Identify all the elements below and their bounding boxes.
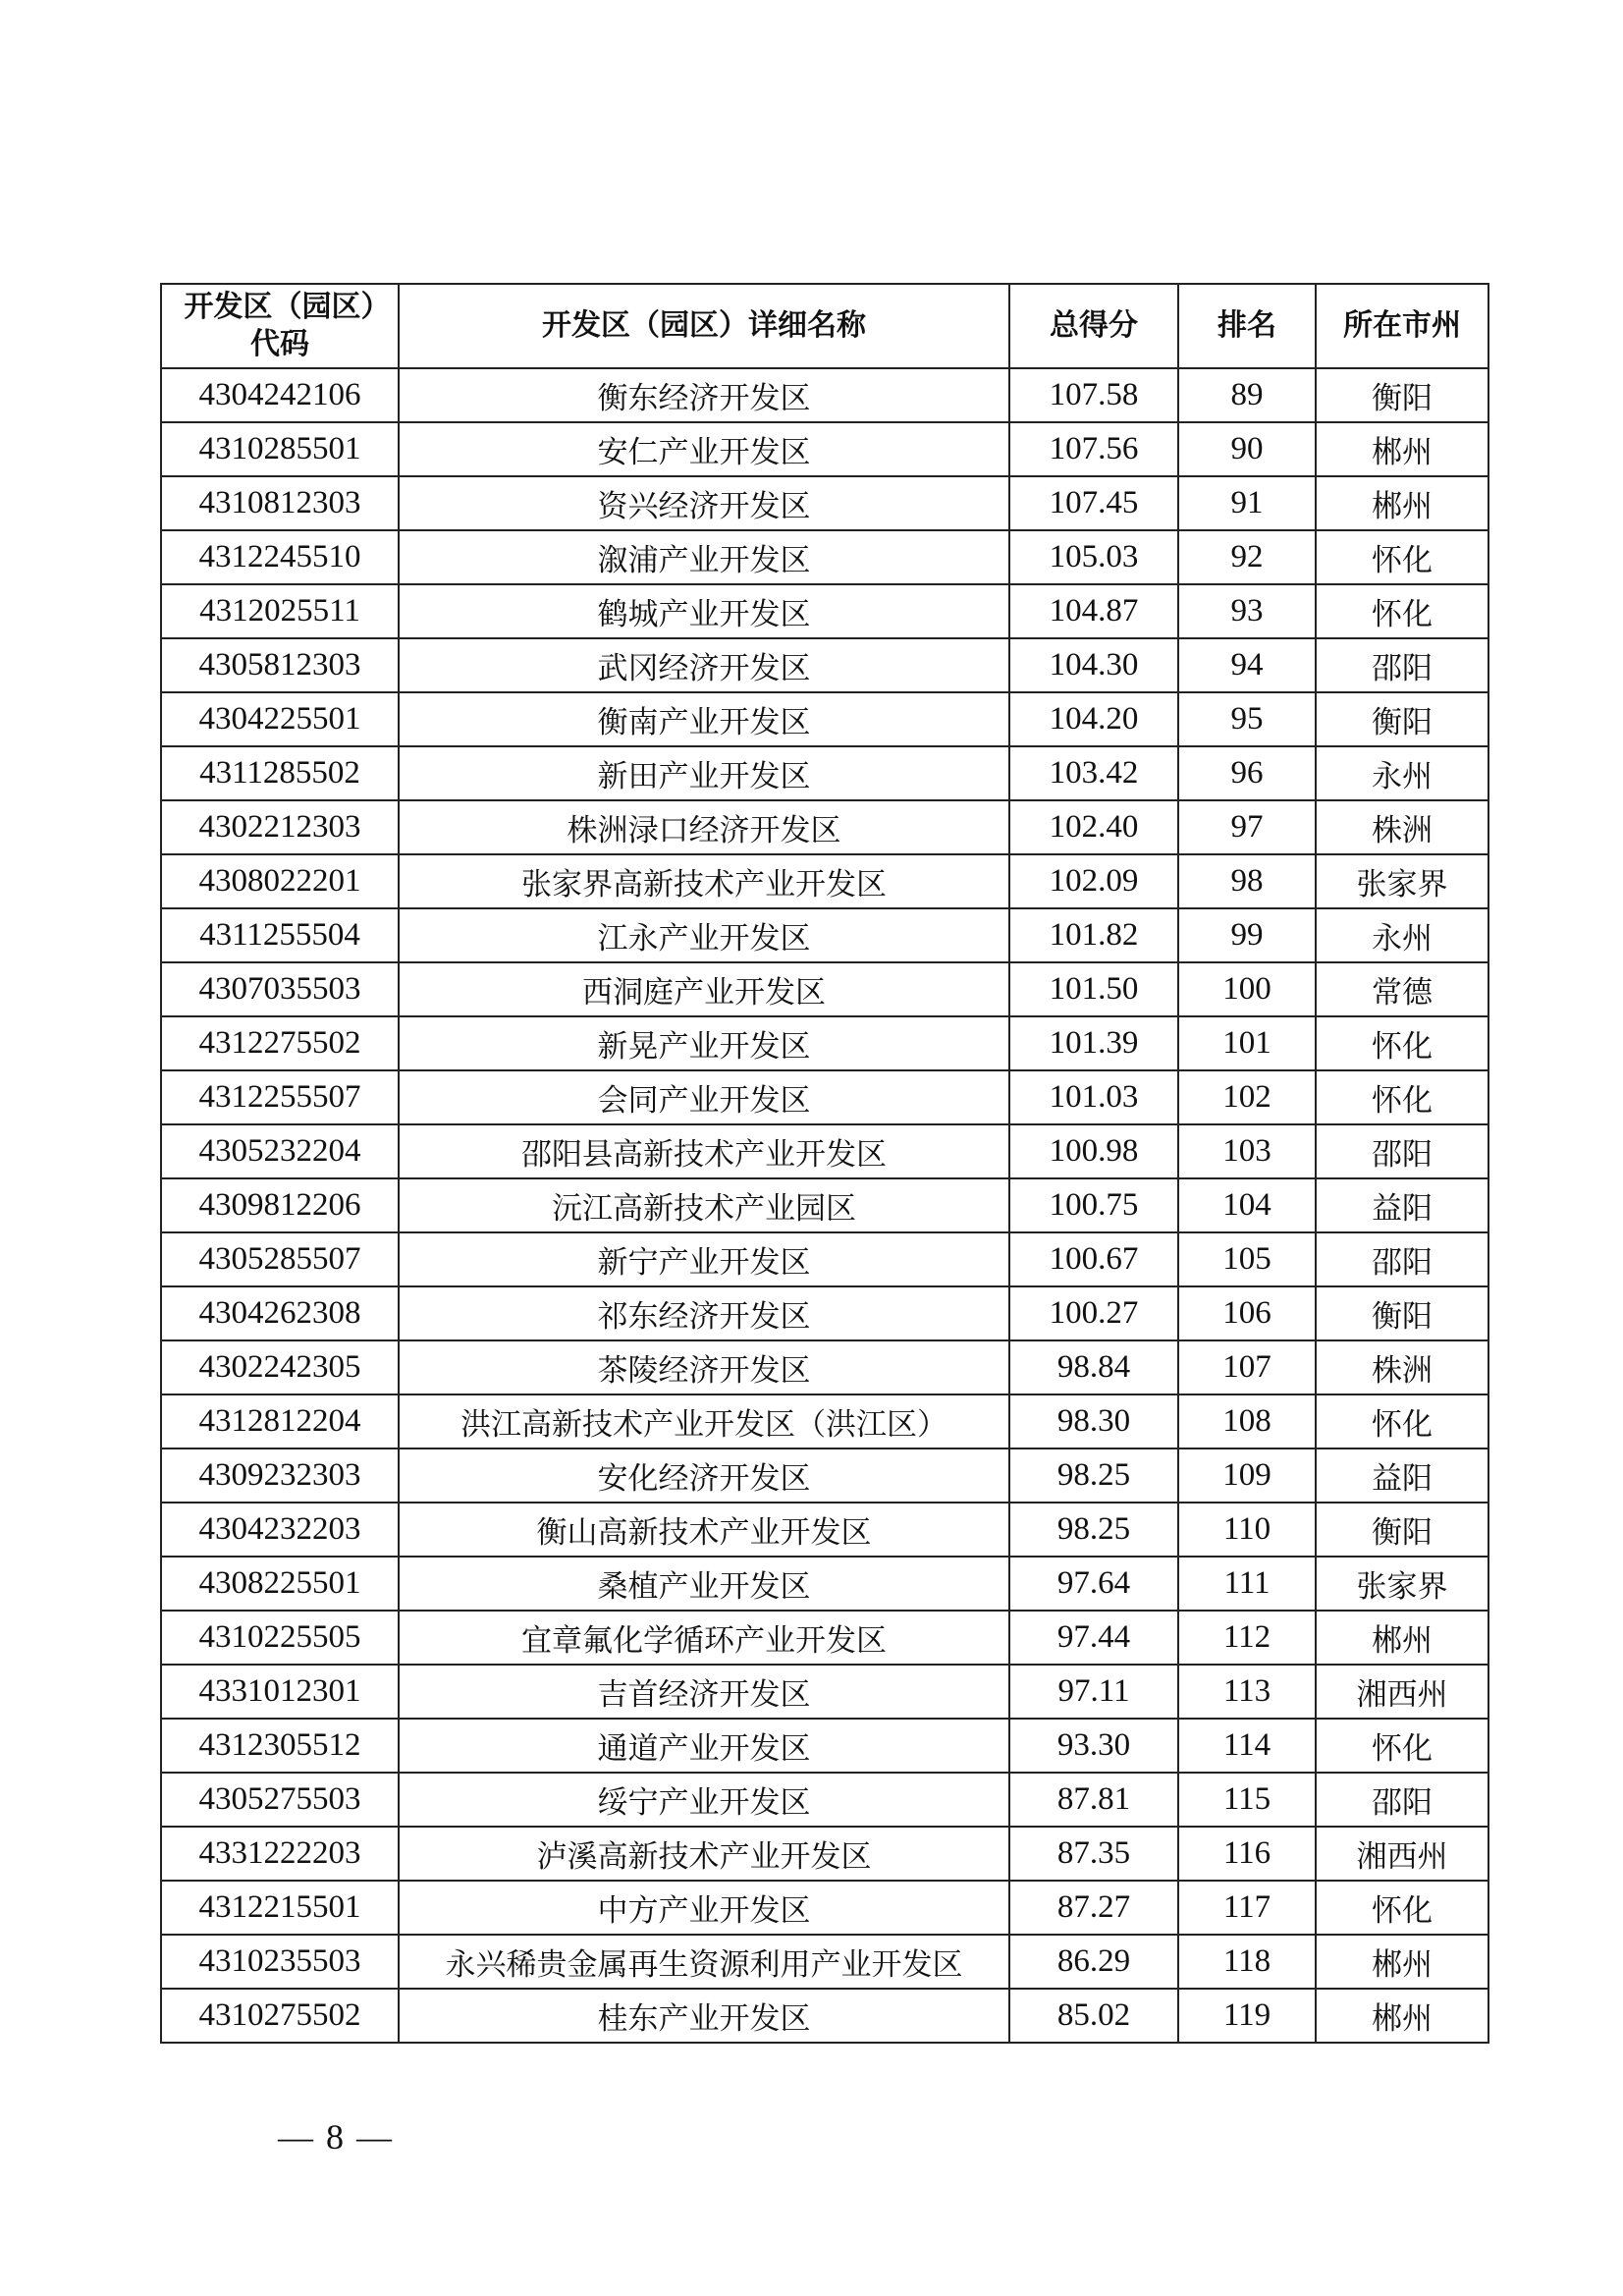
header-code: 开发区（园区）代码 (161, 284, 399, 368)
cell-city: 株洲 (1316, 1340, 1488, 1394)
cell-code: 4310275502 (161, 1989, 399, 2043)
cell-code: 4304242106 (161, 368, 399, 422)
cell-name: 桂东产业开发区 (399, 1989, 1009, 2043)
cell-code: 4312215501 (161, 1881, 399, 1935)
cell-rank: 96 (1178, 746, 1316, 800)
cell-score: 101.50 (1009, 962, 1178, 1016)
cell-city: 益阳 (1316, 1449, 1488, 1503)
cell-code: 4310225505 (161, 1611, 399, 1665)
table-row (161, 908, 1488, 962)
cell-city: 永州 (1316, 746, 1488, 800)
table-row (161, 1178, 1488, 1232)
cell-code: 4304232203 (161, 1503, 399, 1557)
cell-score: 100.75 (1009, 1178, 1178, 1232)
cell-name: 沅江高新技术产业园区 (399, 1178, 1009, 1232)
cell-code: 4312245510 (161, 530, 399, 584)
cell-score: 105.03 (1009, 530, 1178, 584)
cell-city: 怀化 (1316, 1881, 1488, 1935)
table-row (161, 1016, 1488, 1070)
cell-score: 98.25 (1009, 1503, 1178, 1557)
cell-score: 100.98 (1009, 1124, 1178, 1178)
cell-rank: 111 (1178, 1557, 1316, 1611)
table-row (161, 530, 1488, 584)
table-row (161, 962, 1488, 1016)
cell-score: 98.84 (1009, 1340, 1178, 1394)
cell-name: 永兴稀贵金属再生资源利用产业开发区 (399, 1935, 1009, 1989)
cell-code: 4302212303 (161, 800, 399, 854)
cell-score: 87.35 (1009, 1827, 1178, 1881)
cell-name: 衡南产业开发区 (399, 692, 1009, 746)
cell-city: 怀化 (1316, 1070, 1488, 1124)
table-row (161, 422, 1488, 476)
table-row (161, 692, 1488, 746)
cell-name: 会同产业开发区 (399, 1070, 1009, 1124)
cell-name: 武冈经济开发区 (399, 638, 1009, 692)
cell-name: 张家界高新技术产业开发区 (399, 854, 1009, 908)
cell-rank: 90 (1178, 422, 1316, 476)
cell-score: 97.11 (1009, 1665, 1178, 1719)
cell-score: 97.44 (1009, 1611, 1178, 1665)
cell-rank: 115 (1178, 1773, 1316, 1827)
cell-city: 郴州 (1316, 1989, 1488, 2043)
cell-score: 107.45 (1009, 476, 1178, 530)
cell-rank: 114 (1178, 1719, 1316, 1773)
cell-rank: 97 (1178, 800, 1316, 854)
table-row (161, 1232, 1488, 1286)
cell-city: 邵阳 (1316, 1773, 1488, 1827)
cell-code: 4304262308 (161, 1286, 399, 1340)
cell-rank: 113 (1178, 1665, 1316, 1719)
cell-score: 107.58 (1009, 368, 1178, 422)
cell-rank: 101 (1178, 1016, 1316, 1070)
cell-code: 4311255504 (161, 908, 399, 962)
header-name: 开发区（园区）详细名称 (399, 284, 1009, 368)
cell-name: 安仁产业开发区 (399, 422, 1009, 476)
cell-city: 郴州 (1316, 1935, 1488, 1989)
cell-rank: 105 (1178, 1232, 1316, 1286)
cell-code: 4310812303 (161, 476, 399, 530)
cell-rank: 99 (1178, 908, 1316, 962)
table-row (161, 1935, 1488, 1989)
table-row (161, 368, 1488, 422)
cell-rank: 106 (1178, 1286, 1316, 1340)
cell-city: 邵阳 (1316, 638, 1488, 692)
cell-name: 绥宁产业开发区 (399, 1773, 1009, 1827)
cell-city: 怀化 (1316, 1016, 1488, 1070)
cell-score: 85.02 (1009, 1989, 1178, 2043)
cell-rank: 100 (1178, 962, 1316, 1016)
cell-code: 4309232303 (161, 1449, 399, 1503)
cell-code: 4331222203 (161, 1827, 399, 1881)
header-city: 所在市州 (1316, 284, 1488, 368)
cell-name: 新田产业开发区 (399, 746, 1009, 800)
cell-name: 泸溪高新技术产业开发区 (399, 1827, 1009, 1881)
cell-name: 茶陵经济开发区 (399, 1340, 1009, 1394)
cell-rank: 98 (1178, 854, 1316, 908)
cell-code: 4308225501 (161, 1557, 399, 1611)
table-row (161, 1665, 1488, 1719)
cell-code: 4312255507 (161, 1070, 399, 1124)
cell-rank: 93 (1178, 584, 1316, 638)
cell-code: 4331012301 (161, 1665, 399, 1719)
cell-score: 97.64 (1009, 1557, 1178, 1611)
table-row (161, 1394, 1488, 1449)
cell-name: 新晃产业开发区 (399, 1016, 1009, 1070)
cell-rank: 108 (1178, 1394, 1316, 1449)
cell-city: 怀化 (1316, 1719, 1488, 1773)
table-row (161, 1773, 1488, 1827)
cell-rank: 117 (1178, 1881, 1316, 1935)
cell-name: 江永产业开发区 (399, 908, 1009, 962)
cell-city: 常德 (1316, 962, 1488, 1016)
cell-code: 4305275503 (161, 1773, 399, 1827)
table-row (161, 1070, 1488, 1124)
cell-name: 溆浦产业开发区 (399, 530, 1009, 584)
table-row (161, 800, 1488, 854)
cell-rank: 110 (1178, 1503, 1316, 1557)
table-row (161, 476, 1488, 530)
cell-city: 张家界 (1316, 1557, 1488, 1611)
cell-code: 4305812303 (161, 638, 399, 692)
table-row (161, 1557, 1488, 1611)
cell-score: 93.30 (1009, 1719, 1178, 1773)
table-row (161, 1286, 1488, 1340)
cell-name: 鹤城产业开发区 (399, 584, 1009, 638)
header-rank: 排名 (1178, 284, 1316, 368)
table-row (161, 1124, 1488, 1178)
cell-city: 邵阳 (1316, 1232, 1488, 1286)
cell-code: 4304225501 (161, 692, 399, 746)
cell-score: 104.20 (1009, 692, 1178, 746)
cell-rank: 95 (1178, 692, 1316, 746)
table-row (161, 1881, 1488, 1935)
cell-code: 4305285507 (161, 1232, 399, 1286)
cell-code: 4310235503 (161, 1935, 399, 1989)
cell-name: 衡东经济开发区 (399, 368, 1009, 422)
cell-code: 4307035503 (161, 962, 399, 1016)
cell-score: 107.56 (1009, 422, 1178, 476)
cell-rank: 107 (1178, 1340, 1316, 1394)
table-row (161, 1611, 1488, 1665)
cell-city: 郴州 (1316, 1611, 1488, 1665)
cell-score: 101.39 (1009, 1016, 1178, 1070)
cell-code: 4308022201 (161, 854, 399, 908)
cell-name: 安化经济开发区 (399, 1449, 1009, 1503)
table-header-row (161, 284, 1488, 368)
cell-code: 4312025511 (161, 584, 399, 638)
ranking-table-container (160, 283, 1488, 2044)
cell-score: 101.82 (1009, 908, 1178, 962)
cell-rank: 109 (1178, 1449, 1316, 1503)
cell-rank: 119 (1178, 1989, 1316, 2043)
cell-score: 98.25 (1009, 1449, 1178, 1503)
cell-name: 中方产业开发区 (399, 1881, 1009, 1935)
cell-code: 4312275502 (161, 1016, 399, 1070)
cell-name: 通道产业开发区 (399, 1719, 1009, 1773)
cell-name: 洪江高新技术产业开发区（洪江区） (399, 1394, 1009, 1449)
table-row (161, 1827, 1488, 1881)
table-row (161, 746, 1488, 800)
cell-name: 西洞庭产业开发区 (399, 962, 1009, 1016)
cell-score: 98.30 (1009, 1394, 1178, 1449)
cell-city: 衡阳 (1316, 368, 1488, 422)
header-score: 总得分 (1009, 284, 1178, 368)
cell-city: 衡阳 (1316, 1503, 1488, 1557)
cell-code: 4310285501 (161, 422, 399, 476)
cell-score: 101.03 (1009, 1070, 1178, 1124)
cell-rank: 112 (1178, 1611, 1316, 1665)
cell-city: 怀化 (1316, 530, 1488, 584)
cell-rank: 118 (1178, 1935, 1316, 1989)
cell-score: 102.40 (1009, 800, 1178, 854)
table-row (161, 1989, 1488, 2043)
table-row (161, 1340, 1488, 1394)
cell-city: 湘西州 (1316, 1665, 1488, 1719)
cell-score: 103.42 (1009, 746, 1178, 800)
cell-rank: 91 (1178, 476, 1316, 530)
cell-city: 衡阳 (1316, 1286, 1488, 1340)
cell-city: 郴州 (1316, 476, 1488, 530)
cell-name: 桑植产业开发区 (399, 1557, 1009, 1611)
cell-rank: 102 (1178, 1070, 1316, 1124)
cell-name: 衡山高新技术产业开发区 (399, 1503, 1009, 1557)
cell-rank: 92 (1178, 530, 1316, 584)
table-row (161, 854, 1488, 908)
cell-city: 永州 (1316, 908, 1488, 962)
ranking-table (160, 283, 1489, 2044)
cell-score: 100.27 (1009, 1286, 1178, 1340)
cell-rank: 89 (1178, 368, 1316, 422)
table-row (161, 638, 1488, 692)
table-row (161, 1503, 1488, 1557)
cell-name: 吉首经济开发区 (399, 1665, 1009, 1719)
cell-city: 衡阳 (1316, 692, 1488, 746)
cell-score: 86.29 (1009, 1935, 1178, 1989)
cell-rank: 116 (1178, 1827, 1316, 1881)
cell-code: 4311285502 (161, 746, 399, 800)
cell-code: 4305232204 (161, 1124, 399, 1178)
table-row (161, 1449, 1488, 1503)
cell-name: 邵阳县高新技术产业开发区 (399, 1124, 1009, 1178)
cell-city: 怀化 (1316, 584, 1488, 638)
table-row (161, 584, 1488, 638)
cell-city: 湘西州 (1316, 1827, 1488, 1881)
cell-city: 株洲 (1316, 800, 1488, 854)
cell-city: 益阳 (1316, 1178, 1488, 1232)
cell-code: 4312812204 (161, 1394, 399, 1449)
cell-name: 祁东经济开发区 (399, 1286, 1009, 1340)
cell-name: 新宁产业开发区 (399, 1232, 1009, 1286)
cell-city: 怀化 (1316, 1394, 1488, 1449)
cell-rank: 94 (1178, 638, 1316, 692)
cell-code: 4309812206 (161, 1178, 399, 1232)
cell-code: 4312305512 (161, 1719, 399, 1773)
cell-score: 87.81 (1009, 1773, 1178, 1827)
cell-score: 102.09 (1009, 854, 1178, 908)
table-row (161, 1719, 1488, 1773)
page-number: — 8 — (278, 2117, 394, 2157)
cell-city: 邵阳 (1316, 1124, 1488, 1178)
cell-rank: 103 (1178, 1124, 1316, 1178)
table-body (161, 368, 1488, 2043)
cell-name: 株洲渌口经济开发区 (399, 800, 1009, 854)
cell-score: 87.27 (1009, 1881, 1178, 1935)
cell-score: 104.87 (1009, 584, 1178, 638)
cell-city: 郴州 (1316, 422, 1488, 476)
cell-city: 张家界 (1316, 854, 1488, 908)
cell-score: 100.67 (1009, 1232, 1178, 1286)
cell-code: 4302242305 (161, 1340, 399, 1394)
cell-rank: 104 (1178, 1178, 1316, 1232)
cell-score: 104.30 (1009, 638, 1178, 692)
cell-name: 宜章氟化学循环产业开发区 (399, 1611, 1009, 1665)
cell-name: 资兴经济开发区 (399, 476, 1009, 530)
